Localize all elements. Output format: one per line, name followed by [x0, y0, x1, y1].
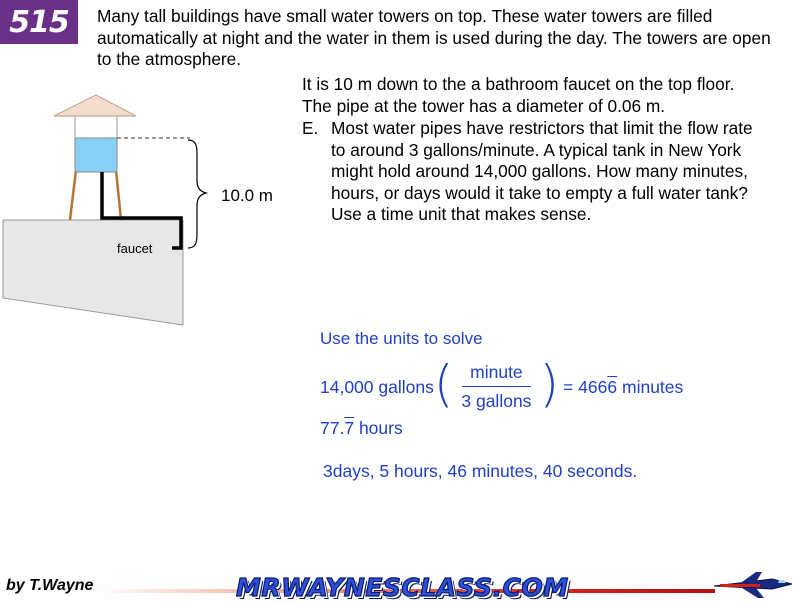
- height-brace: [188, 140, 206, 248]
- unit-conversion-equation: [320, 357, 683, 417]
- jet-icon: [712, 570, 796, 600]
- hours-repeating-digit: 7: [344, 418, 355, 438]
- hours-whole: 77.: [320, 418, 345, 438]
- minutes-unit: minutes: [622, 376, 684, 397]
- part-e-label: E.: [302, 118, 319, 138]
- equals-sign: =: [562, 376, 574, 397]
- minutes-whole: 466: [578, 376, 608, 397]
- hours-result: [320, 418, 403, 439]
- problem-given: It is 10 m down to the a bathroom faucet on the top floor. The pipe at the tower has a diameter of 0.06 m.: [302, 74, 735, 116]
- tower-leg-right: [116, 170, 121, 220]
- tower-leg-left: [70, 170, 76, 220]
- minutes-repeating-digit: 6: [607, 376, 618, 397]
- conversion-fraction: [455, 362, 537, 412]
- fraction-numerator: minute: [462, 362, 531, 387]
- tank-water: [75, 138, 117, 172]
- minutes-result: [578, 377, 683, 398]
- part-e-text: Most water pipes have restrictors that limit the flow rate to around 3 gallons/minute. A typical tank in New York might hold around 14,000 gallons. How many minutes, hours, or days would it take to empty a full water tank? Use a time unit that makes sense.: [331, 118, 753, 224]
- water-tower-figure: [0, 90, 300, 330]
- quantity-gallons: 14,000 gallons: [320, 376, 434, 397]
- days-result: 3days, 5 hours, 46 minutes, 40 seconds.: [323, 461, 638, 481]
- solution-hint: Use the units to solve: [320, 329, 483, 348]
- author-byline: by T.Wayne: [6, 577, 94, 594]
- site-brand-logo: MRWAYNESCLASS.COM: [236, 573, 569, 602]
- right-paren: ): [539, 355, 559, 413]
- left-paren: (: [433, 355, 454, 413]
- tower-roof: [54, 95, 136, 116]
- problem-intro: Many tall buildings have small water towers on top. These water towers are filled automatically at night and the water in them is used during the day. The towers are open to the atmosphere.: [97, 6, 771, 69]
- height-label: 10.0 m: [221, 186, 273, 205]
- hours-unit: hours: [358, 418, 403, 438]
- problem-number-badge: 515: [0, 0, 78, 44]
- fraction-denominator: 3 gallons: [461, 391, 532, 411]
- faucet-label: faucet: [117, 241, 153, 256]
- building: [3, 220, 183, 325]
